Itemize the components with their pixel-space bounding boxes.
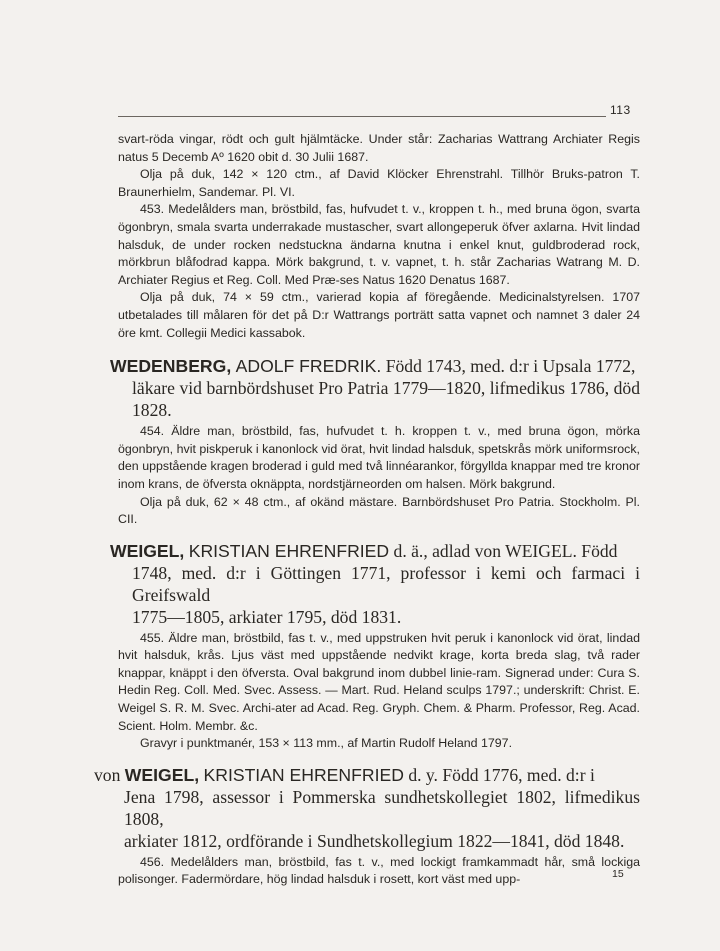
signature-mark: 15 [612, 868, 624, 880]
paragraph-medium-454: Olja på duk, 62 × 48 ctm., af okänd mästare. Barnbördshuset Pro Patria. Stockholm. Pl. CII. [118, 494, 640, 527]
header-rule [118, 116, 606, 117]
paragraph-entry-453: 453. Medelålders man, bröstbild, fas, hufvudet t. v., kroppen t. h., med bruna ögon, svarta ögonbryn, smala svarta underrakade mustascher, svart allongeperuk öfver axlarna. Hvit lindad halsduk, de under rocken nedstuckna ändarna knutna i enkel knut, guldbroderad rock, mörkbrun blåfodrad kappa. Mörk bakgrund, t. v. vapnet, t. h. står Zacharias Watrang M. D. Archiater Regius et Reg. Coll. Med Præ-ses Natus 1620 Denatus 1687. [118, 202, 640, 287]
paragraph-arms: svart-röda vingar, rödt och gult hjälmtäcke. Under står: Zacharias Wattrang Archiater Regis natus 5 Decemb Aº 1620 obit d. 30 Julii 1687. [118, 132, 640, 164]
surname: WEIGEL, [124, 764, 200, 785]
paragraph-medium-1: Olja på duk, 142 × 120 ctm., af David Klöcker Ehrenstrahl. Tillhör Bruks-patron T. Braunerhielm, Sandemar. Pl. VI. [118, 167, 640, 199]
entry-heading-wedenberg [110, 355, 640, 421]
given-names: KRISTIAN EHRENFRIED [203, 764, 404, 785]
heading-text: d. ä., adlad von WEIGEL. Född [393, 540, 618, 561]
text-body [94, 131, 640, 889]
paragraph-entry-456: 456. Medelålders man, bröstbild, fas t. v., med lockigt framkammadt hår, små lockiga polisonger. Fadermördare, hög lindad halsduk i rosett, kort väst med upp- [118, 854, 640, 887]
heading-continuation: Jena 1798, assessor i Pommerska sundhetskollegiet 1802, lifmedikus 1808, [124, 786, 640, 829]
heading-continuation: 1775—1805, arkiater 1795, död 1831. [132, 606, 402, 627]
page-number: 113 [610, 103, 631, 117]
heading-continuation: läkare vid barnbördshuset Pro Patria 1779—1820, lifmedikus 1786, död 1828. [132, 378, 640, 421]
given-names: ADOLF FREDRIK. [235, 356, 382, 377]
given-names: KRISTIAN EHRENFRIED [188, 540, 390, 561]
heading-continuation: 1748, med. d:r i Göttingen 1771, professor i kemi och farmaci i Greifswald [132, 562, 640, 605]
name-prefix: von [94, 764, 121, 785]
paragraph-entry-455: 455. Äldre man, bröstbild, fas t. v., med uppstruken hvit peruk i kanonlock vid örat, lindad hvit halsduk, krås. Ljus väst med uppstående nedvikt krage, korta breda slag, två rader knappar, knäppt i den öfversta. Oval bakgrund inom dubbel linie-ram. Signerad under: Cura S. Hedin Reg. Coll. Med. Svec. Assess. — Mart. Rud. Heland sculps 1797.; underskrift: Christ. E. Weigel S. R. M. Svec. Archi-ater ad Acad. Reg. Gryph. Chem. & Pharm. Professor, Reg. Acad. Scient. Holm. Membr. &c. [118, 630, 640, 733]
paragraph-entry-454: 454. Äldre man, bröstbild, fas, hufvudet t. h. kroppen t. v., med bruna ögon, mörka ögonbryn, hvit piskperuk i kanonlock vid örat, hvit lindad halsduk, spetskrås mörk uniformsrock, den uppstående kragen broderad i guld med två linnéarankor, förgyllda knappar med tre kronor inom krans, de öfversta oknäppta, nordstjärneorden om halsen. Mörk bakgrund. [118, 424, 640, 491]
entry-heading-weigel-elder [110, 540, 640, 628]
heading-text: d. y. Född 1776, med. d:r i [408, 764, 595, 785]
surname: WEIGEL, [110, 540, 185, 561]
entry-heading-weigel-younger [94, 764, 640, 852]
paragraph-medium-455: Gravyr i punktmanér, 153 × 113 mm., af Martin Rudolf Heland 1797. [140, 736, 513, 751]
paragraph-medium-2: Olja på duk, 74 × 59 ctm., varierad kopia af föregående. Medicinalstyrelsen. 1707 utbetalades till målaren för det på D:r Wattrangs porträtt satta vapnet och namnet 3 daler 24 öre kmt. Collegii Medici kassabok. [118, 290, 640, 340]
surname: WEDENBERG, [110, 356, 232, 377]
heading-continuation: arkiater 1812, ordförande i Sundhetskollegium 1822—1841, död 1848. [124, 830, 625, 851]
heading-text: Född 1743, med. d:r i Upsala 1772, [385, 356, 636, 377]
